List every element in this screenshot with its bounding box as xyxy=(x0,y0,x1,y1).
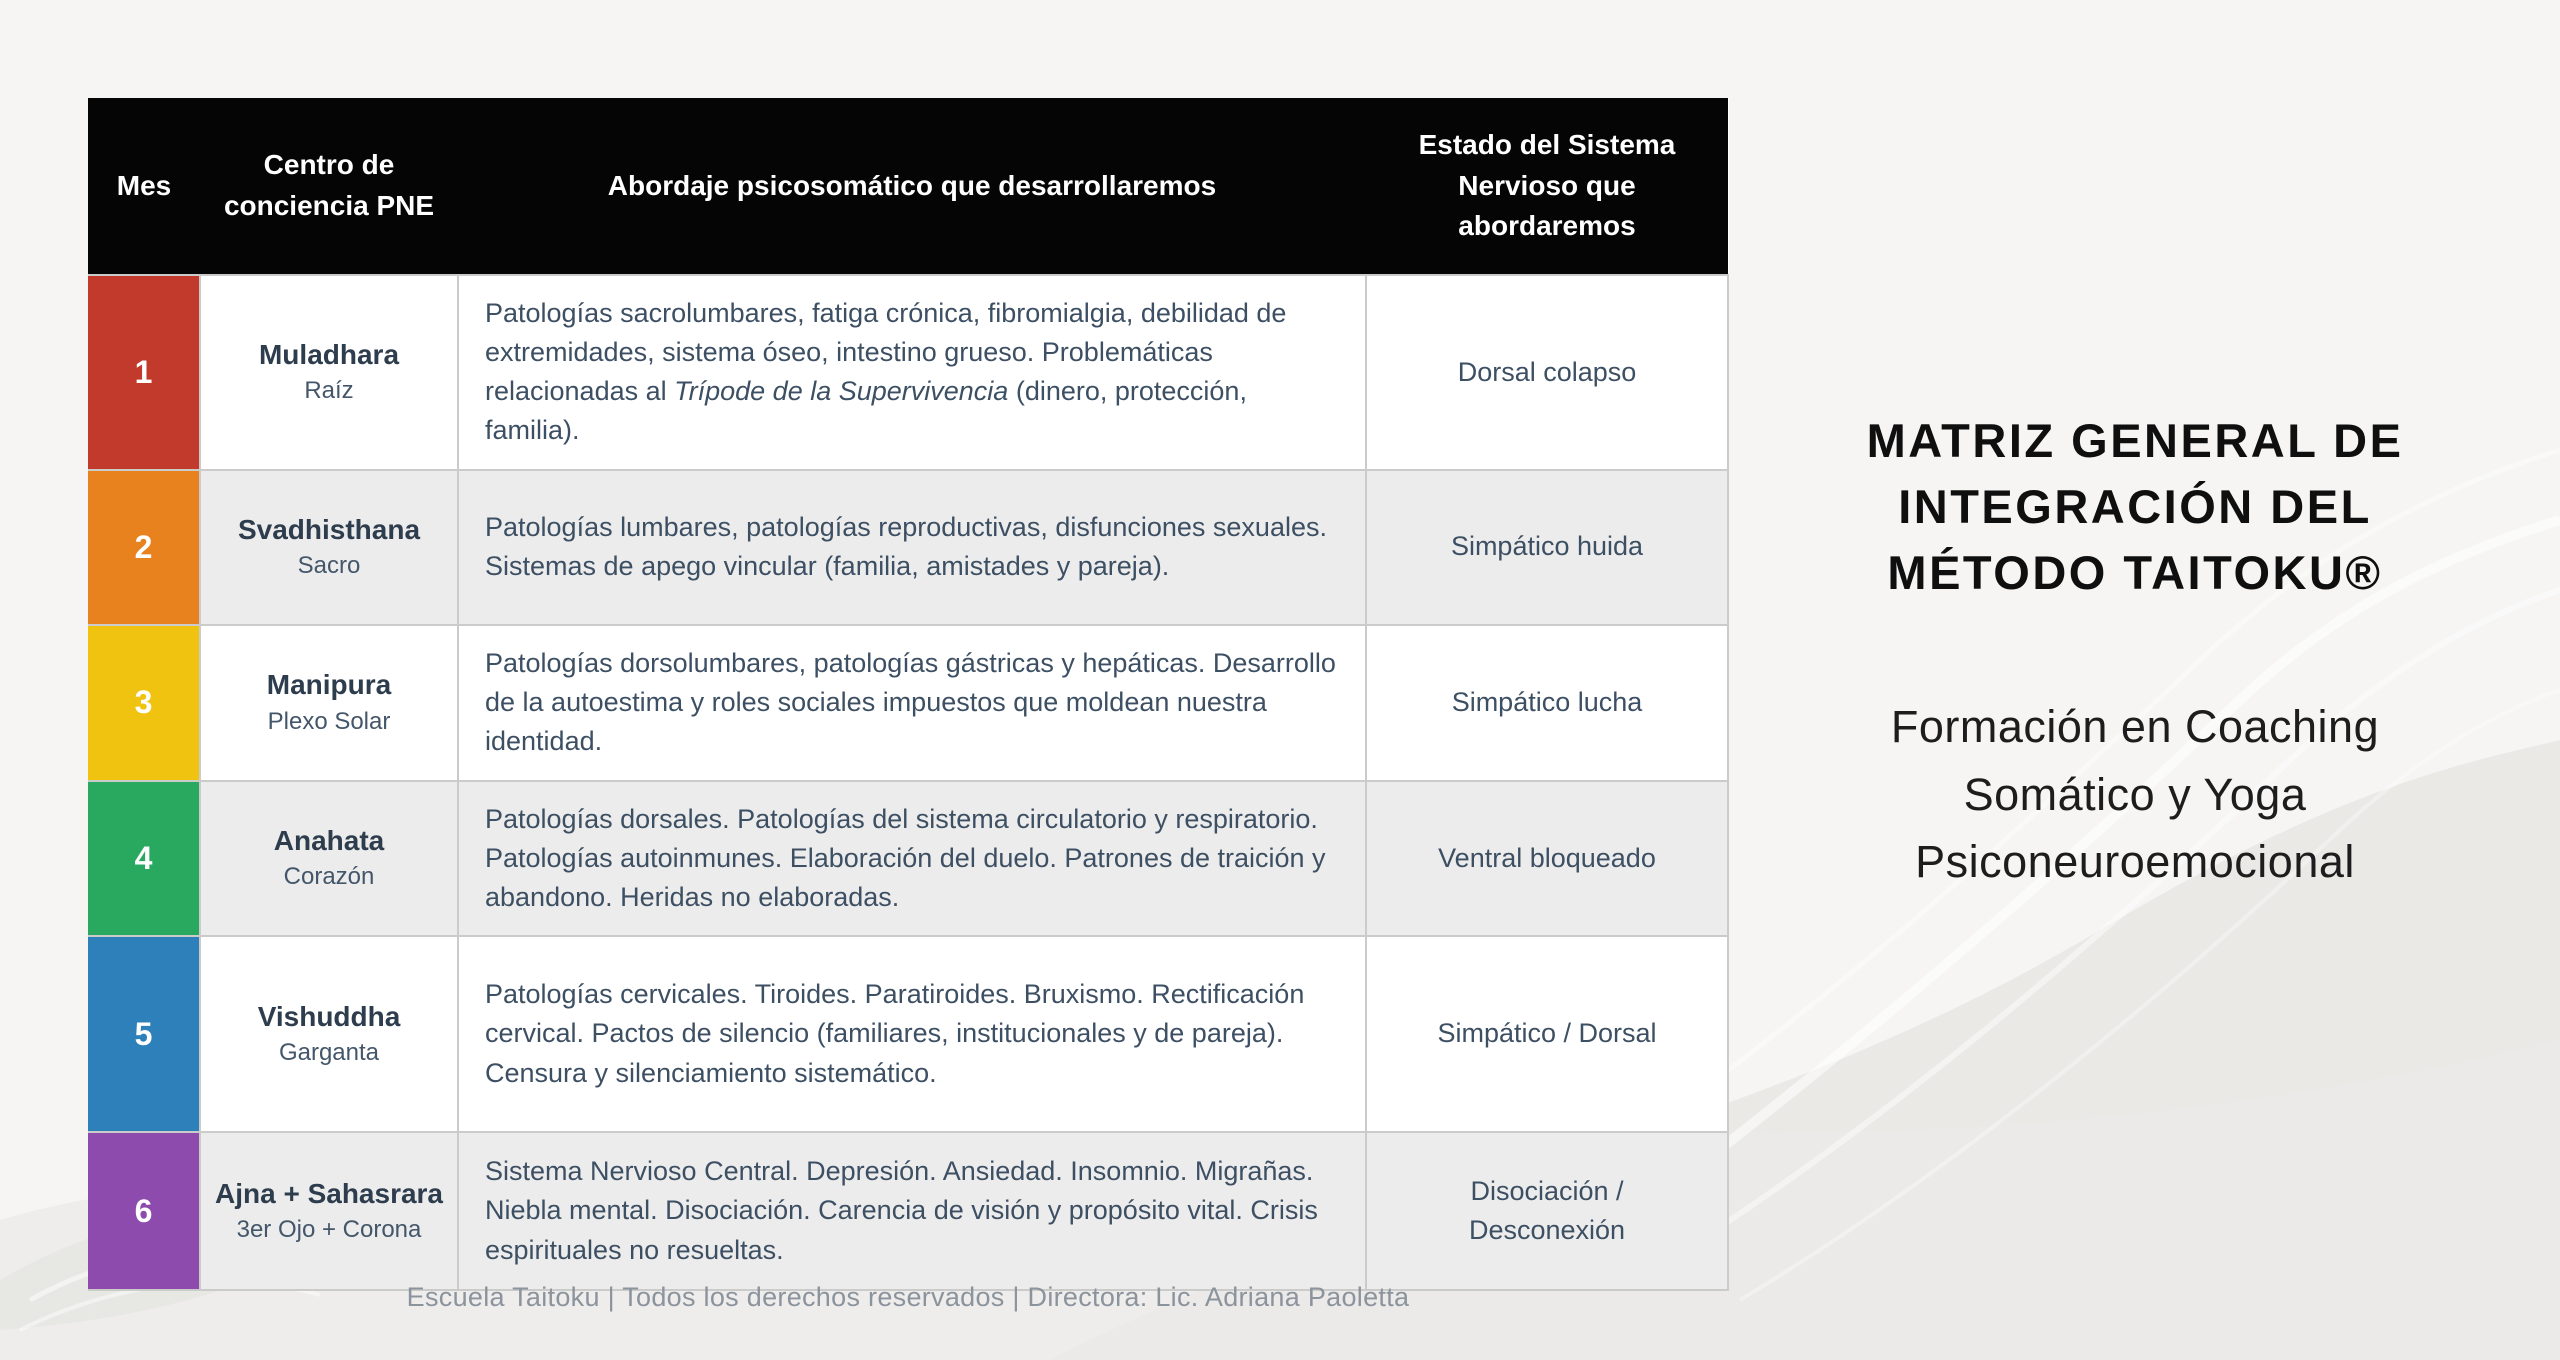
chakra-name: Manipura xyxy=(266,669,392,701)
abordaje-text: Patologías cervicales. Tiroides. Paratiroides. Bruxismo. Rectificación cervical. Pactos de silencio (familiares, institucionales y de pareja). Censura y silenciamiento sistemático. xyxy=(485,979,1305,1088)
abordaje-text: Patologías dorsolumbares, patologías gástricas y hepáticas. Desarrollo de la autoestima y roles sociales impuestos que moldean nuestra identidad. xyxy=(485,647,1336,757)
chakra-subname: Corazón xyxy=(283,863,375,891)
footer-credits: Escuela Taitoku | Todos los derechos reservados | Directora: Lic. Adriana Paoletta xyxy=(406,1282,1410,1312)
header-cell-mes: Mes xyxy=(88,98,200,275)
estado-cell: Simpático / Dorsal xyxy=(1366,936,1728,1132)
mes-cell: 3 xyxy=(88,625,200,781)
table-row xyxy=(88,936,1728,1132)
abordaje-cell xyxy=(458,275,1366,470)
chakra-subname: Raíz xyxy=(304,377,354,405)
chakra-name: Ajna + Sahasrara xyxy=(214,1177,444,1209)
chakra-name: Anahata xyxy=(273,824,385,856)
centro-cell xyxy=(200,781,458,936)
estado-cell: Simpático huida xyxy=(1366,470,1728,625)
mes-cell: 2 xyxy=(88,470,200,625)
table-row xyxy=(88,781,1728,936)
centro-cell xyxy=(200,275,458,470)
header-cell-centro: Centro de conciencia PNE xyxy=(200,98,458,275)
centro-cell xyxy=(200,936,458,1132)
abordaje-text-after: (dinero, protección, familia). xyxy=(485,376,1247,446)
mes-cell: 5 xyxy=(88,936,200,1132)
chakra-name: Muladhara xyxy=(258,338,400,370)
abordaje-text-italic: Trípode de la Supervivencia xyxy=(674,376,1009,407)
matrix-table xyxy=(88,98,1729,1291)
abordaje-text: Sistema Nervioso Central. Depresión. Ansiedad. Insomnio. Migrañas. Niebla mental. Disociación. Carencia de visión y propósito vital. Crisis espirituales no resueltas. xyxy=(485,1156,1318,1265)
slide-title: MATRIZ GENERAL DE INTEGRACIÓN DEL MÉTODO TAITOKU® xyxy=(1866,414,2404,599)
header-cell-abordaje: Abordaje psicosomático que desarrollaremos xyxy=(458,98,1366,275)
centro-cell xyxy=(200,625,458,781)
estado-cell: Dorsal colapso xyxy=(1366,275,1728,470)
side-panel xyxy=(1782,408,2488,896)
abordaje-text: Patologías sacrolumbares, fatiga crónica, fibromialgia, debilidad de extremidades, sistema óseo, intestino grueso. Problemáticas relacionadas al xyxy=(485,298,1287,407)
abordaje-text: Patologías lumbares, patologías reproductivas, disfunciones sexuales. Sistemas de apego vincular (familia, amistades y pareja). xyxy=(485,511,1327,582)
slide-subtitle: Formación en Coaching Somático y Yoga Psiconeuroemocional xyxy=(1890,701,2380,888)
table-row xyxy=(88,1132,1728,1290)
table-row xyxy=(88,470,1728,625)
table-row xyxy=(88,625,1728,781)
table-row xyxy=(88,275,1728,470)
estado-cell: Ventral bloqueado xyxy=(1366,781,1728,936)
mes-cell: 6 xyxy=(88,1132,200,1290)
centro-cell xyxy=(200,1132,458,1290)
chakra-name: Vishuddha xyxy=(257,1000,401,1032)
abordaje-cell xyxy=(458,625,1366,781)
mes-cell: 1 xyxy=(88,275,200,470)
header-cell-estado: Estado del Sistema Nervioso que abordaremos xyxy=(1366,98,1728,275)
chakra-subname: Plexo Solar xyxy=(267,707,391,735)
estado-cell: Disociación / Desconexión xyxy=(1366,1132,1728,1290)
centro-cell xyxy=(200,470,458,625)
estado-cell: Simpático lucha xyxy=(1366,625,1728,781)
chakra-subname: Sacro xyxy=(297,552,361,580)
abordaje-cell xyxy=(458,1132,1366,1290)
abordaje-cell xyxy=(458,781,1366,936)
chakra-name: Svadhisthana xyxy=(237,513,421,545)
table-header-row xyxy=(88,98,1728,275)
mes-cell: 4 xyxy=(88,781,200,936)
table-header xyxy=(88,98,1728,275)
abordaje-text: Patologías dorsales. Patologías del sistema circulatorio y respiratorio. Patologías autoinmunes. Elaboración del duelo. Patrones de traición y abandono. Heridas no elaboradas. xyxy=(485,803,1326,912)
abordaje-cell xyxy=(458,470,1366,625)
chakra-subname: Garganta xyxy=(278,1038,380,1066)
abordaje-cell xyxy=(458,936,1366,1132)
chakra-subname: 3er Ojo + Corona xyxy=(236,1215,422,1243)
